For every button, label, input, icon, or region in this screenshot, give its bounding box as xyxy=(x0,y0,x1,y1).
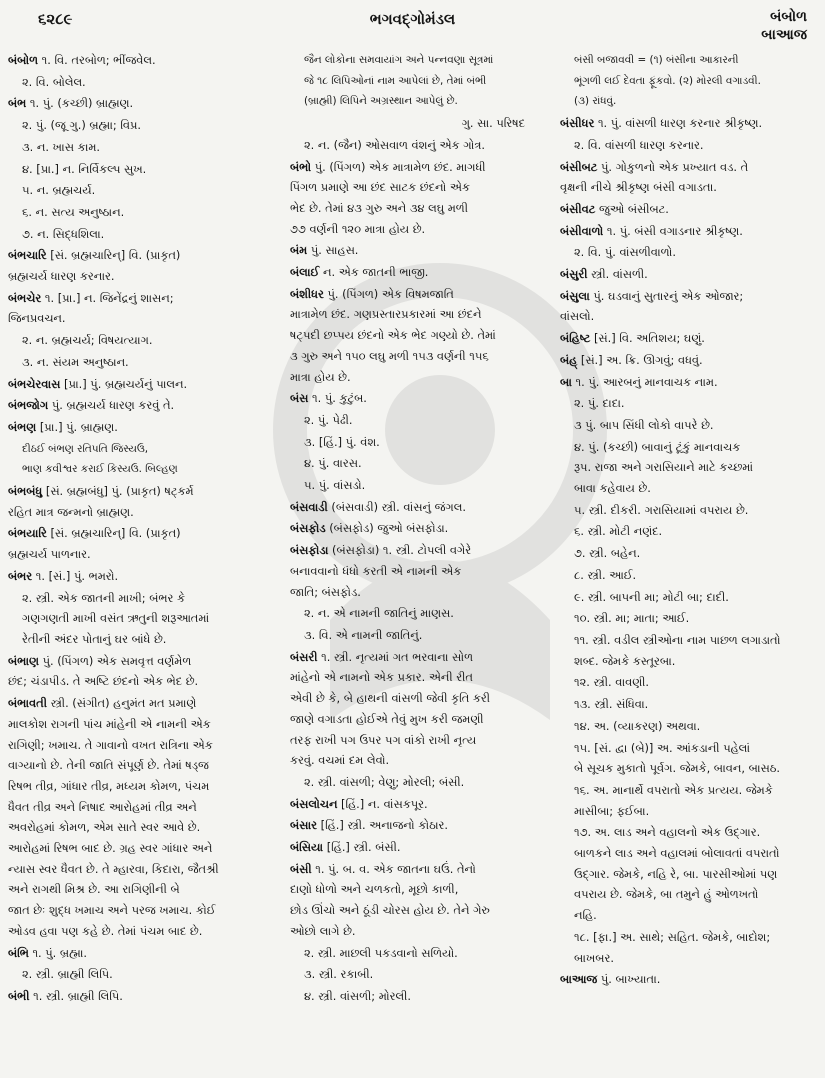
entry-headline: બંભર ૧. [સં.] પું. ભમરો. xyxy=(8,568,119,583)
entry-headline: બંશીધર પું. (પિંગળ) એક વિષમજાતિ xyxy=(290,286,454,301)
entry-headline: ૭. ન. સિદ્ધશિલા. xyxy=(22,226,105,241)
entry-headline: બંસિયા [હિં.] સ્ત્રી. બંસી. xyxy=(290,840,401,855)
entry-headline: ૩. [હિં.] પું. વંશ. xyxy=(304,434,380,449)
dictionary-entry xyxy=(560,372,818,393)
entry-headline: ૧૪. અ. (વ્યાકરણ) અથવા. xyxy=(574,718,701,733)
entry-line: બ્રહ્મચર્ય ધારણ કરનાર. xyxy=(8,269,115,284)
dictionary-entry xyxy=(290,986,545,1007)
dictionary-entry xyxy=(560,135,818,156)
entry-line: છોડ ઊંચો અને ઠૂંડી ચોરસ હોય છે. તેને ગેરુ xyxy=(290,903,490,918)
dictionary-entry xyxy=(290,540,545,602)
dictionary-entry xyxy=(8,50,276,71)
entry-line: બાળકને લાડ અને વહાલમાં બોલાવતાં વપરાતો xyxy=(574,846,780,861)
entry-headline: બંભાવતી સ્ત્રી. (સંગીત) હનુમંત મત પ્રમાણે xyxy=(8,696,197,711)
dictionary-entry xyxy=(8,115,276,136)
entry-line: માલકોશ રાગની પાંચ માંહેની એ નામની એક xyxy=(8,716,211,731)
dictionary-entry xyxy=(290,794,545,815)
entry-headline: બંસાર [હિં.] સ્ત્રી. અનાજનો કોઠાર. xyxy=(290,818,449,833)
entry-line: બનાવવાનો ધંધો કરતી એ નામની એક xyxy=(290,563,462,578)
dictionary-entry xyxy=(290,518,545,539)
entry-line: વૃક્ષની નીચે શ્રીકૃષ્ણ બંસી વગાડતા. xyxy=(560,180,717,195)
entry-line: માસીબા; ફઈબા. xyxy=(574,803,650,818)
entry-headline: બંસી બજાવવી = (૧) બંસીના આકારની xyxy=(574,54,739,66)
dictionary-entry xyxy=(290,453,545,474)
dictionary-entry xyxy=(290,135,545,156)
dictionary-entry xyxy=(290,859,545,942)
dictionary-entry xyxy=(290,943,545,964)
entry-headline: ૩ પું. બાપ સિંધી લોકો વાપરે છે. xyxy=(574,417,714,432)
entry-line: માત્રા હોય છે. xyxy=(290,369,351,384)
entry-headline: ૩. ન. સંયમ અનુષ્ઠાન. xyxy=(22,354,129,369)
entry-line: બાવા કહેવાય છે. xyxy=(574,481,651,496)
guide-word-first: બંબોળ xyxy=(770,9,807,25)
dictionary-entry xyxy=(560,630,818,671)
entry-line: રૂપ. રાજા અને ગરાસિયાને માટે કચ્છમાં xyxy=(574,460,754,475)
entry-headline: ૧૫. [સં. દ્વા (બે)] અ. આંકડાની પહેલાં xyxy=(574,740,751,755)
entry-headline: બંસીબટ પું. ગોકુળનો એક પ્રખ્યાત વડ. તે xyxy=(560,159,749,174)
entry-headline: બંસલોચન [હિં.] ન. વાંસકપૂર. xyxy=(290,796,428,811)
entry-headline: ૬. સ્ત્રી. મોટી નણંદ. xyxy=(574,524,663,539)
entry-headline: ૨. સ્ત્રી. માછલી પકડવાનો સળિયો. xyxy=(304,945,458,960)
entry-headline: ૧૩. સ્ત્રી. સંધિવા. xyxy=(574,697,649,712)
entry-line: (બ્રાહ્મી) લિપિને અગ્રસ્થાન આપેલું છે. xyxy=(304,95,458,108)
entry-line: જાણે વગાડતા હોઈએ તેવું મુખ કરી જમણી xyxy=(290,711,484,726)
dictionary-entry xyxy=(560,521,818,542)
dictionary-entry xyxy=(8,374,276,395)
dictionary-entry xyxy=(8,159,276,180)
entry-line: અને રાગથી મિશ્ર છે. આ રાગિણીની બે xyxy=(8,882,180,897)
entry-headline: બંસફોડ (બંસફોડ) જુઓ બંસફોડા. xyxy=(290,521,449,536)
dictionary-entry xyxy=(8,417,276,438)
entry-line: બે સૂચક મુકાતો પૂર્વગ. જેમકે, બાવન, બાસઠ. xyxy=(574,761,780,776)
entry-line: માંહેનો એ નામનો એક પ્રકાર. એની રીત xyxy=(290,670,473,685)
dictionary-entry xyxy=(8,288,276,329)
entry-headline: ૩. વિ. એ નામની જાતિનું. xyxy=(304,627,423,642)
column-3 xyxy=(560,50,818,1070)
guide-word-last: બાઆજ xyxy=(761,27,807,43)
entry-line: ઉદ્ગાર. જેમકે, નહિ રે, બા. પારસીઓમાં પણ xyxy=(574,866,778,881)
entry-headline: ૫. સ્ત્રી. દીકરી. ગરાસિયામાં વપરાય છે. xyxy=(574,502,749,517)
dictionary-entry xyxy=(8,651,276,692)
entry-headline: ૪. પું. (કચ્છી) બાવાનું ટૂંકું માનવાચક xyxy=(574,439,741,454)
entry-line: બ્રહ્મચર્ય પાળનાર. xyxy=(8,547,91,562)
entry-headline: ૬. ન. સત્ય અનુષ્ઠાન. xyxy=(22,204,125,219)
entry-headline: બંબોળ ૧. વિ. તરબોળ; ભીંજવેલ. xyxy=(8,53,156,67)
entry-line: જે ૧૮ લિપિઓનાં નામ આપેલાં છે, તેમાં બંભી xyxy=(304,74,487,87)
entry-headline: બંભચેર ૧. [પ્રા.] ન. જિનેંદ્રનું શાસન; xyxy=(8,290,174,305)
entry-headline: ૩. ન. ખાસ કામ. xyxy=(22,139,101,154)
entry-headline: ગુ. સા. પરિષદ xyxy=(461,116,525,131)
dictionary-entry xyxy=(560,738,818,779)
dictionary-entry xyxy=(560,242,818,263)
dictionary-entry xyxy=(560,587,818,608)
entry-line: કરવું. વચમાં દમ લેવો. xyxy=(290,753,390,768)
page-header xyxy=(0,0,825,43)
dictionary-entry xyxy=(8,202,276,223)
dictionary-entry xyxy=(290,432,545,453)
column-1 xyxy=(8,50,276,1070)
dictionary-entry xyxy=(560,157,818,198)
dictionary-entry xyxy=(560,969,818,990)
dictionary-entry xyxy=(8,93,276,114)
entry-headline: બંસી ૧. પું. બ. વ. એક જાતના ઘઉં. તેનો xyxy=(290,861,476,876)
entry-headline: ૨. વિ. પું. વાંસળીવાળો. xyxy=(574,245,676,260)
entry-line: ન્યાસ સ્વર ધૈવત છે. તે મ્હારવા, કિદારા, જૈતશ્રી xyxy=(8,861,219,876)
entry-headline: ૨. વિ. વાંસળી ધારણ કરનાર. xyxy=(574,137,704,152)
column-2 xyxy=(290,50,545,1070)
entry-headline: ૨. પું. દાદા. xyxy=(574,396,625,411)
dictionary-entry xyxy=(560,694,818,715)
dictionary-entry xyxy=(560,264,818,285)
dictionary-entry xyxy=(560,565,818,586)
dictionary-entry xyxy=(560,286,818,327)
dictionary-entry xyxy=(560,415,818,436)
dictionary-entry xyxy=(290,625,545,646)
entry-line: ૩ ગુરુ અને ૧૫૦ લઘુ મળી ૧૫૩ વર્ણની ૧૫૬ xyxy=(290,348,489,363)
dictionary-entry xyxy=(290,603,545,624)
entry-headline: ૨. ન. (જૈન) ઓસવાળ વંશનું એક ગોત્ર. xyxy=(304,137,485,152)
entry-line: રિષભ તીવ્ર, ગાંધાર તીવ્ર, મધ્યમ કોમળ, પંચમ xyxy=(8,778,210,793)
dictionary-entry xyxy=(290,475,545,496)
entry-headline: બા ૧. પું. આરબનું માનવાચક નામ. xyxy=(560,374,718,389)
entry-headline: ૧૭. અ. લાડ અને વહાલનો એક ઉદ્ગાર. xyxy=(574,825,761,840)
entry-line: ૭૭ વર્ણની ૧૨૦ માત્રા હોય છે. xyxy=(290,221,426,236)
guide-words xyxy=(761,8,807,44)
dictionary-entry xyxy=(560,927,818,968)
dictionary-entry xyxy=(290,410,545,431)
entry-headline: ૩. સ્ત્રી. રકાબી. xyxy=(304,967,374,982)
dictionary-entry xyxy=(8,588,276,650)
dictionary-entry xyxy=(560,437,818,499)
entry-headline: ૧૮. [ફા.] અ. સાથે; સહિત. જેમકે, બાદોશ; xyxy=(574,929,771,944)
entry-headline: બંસીવટ જુઓ બંસીબટ. xyxy=(560,201,669,216)
dictionary-entry xyxy=(290,50,545,112)
dictionary-entry xyxy=(290,240,545,261)
entry-headline: ૨. સ્ત્રી. વાંસળી; વેણુ; મોરલી; બંસી. xyxy=(304,774,465,789)
entry-headline: ૮. સ્ત્રી. આઈ. xyxy=(574,567,637,582)
entry-headline: ૨. સ્ત્રી. એક જાતની માખી; બંભર કે xyxy=(22,590,186,605)
dictionary-entry xyxy=(560,608,818,629)
entry-headline: ૪. પું. વારસ. xyxy=(304,456,362,471)
entry-headline: બંભજોગ પું. બ્રહ્મચર્ય ધારણ કરવું તે. xyxy=(8,398,175,413)
entry-headline: બંસ ૧. પું. કુટુંબ. xyxy=(290,391,367,406)
dictionary-entry xyxy=(560,780,818,821)
entry-headline: બંભણ [પ્રા.] પું. બ્રાહ્મણ. xyxy=(8,419,118,434)
entry-line: ષટ્પદી છપ્પય છંદનો એક ભેદ ગણ્યો છે. તેમાં xyxy=(290,328,496,343)
dictionary-entry xyxy=(290,815,545,836)
entry-headline: બંસફોડા (બંસફોડા) ૧. સ્ત્રી. ટોપલી વગેરે xyxy=(290,543,472,558)
entry-line: વપરાય છે. જેમકે, બા તમુને હું ઓળખતો xyxy=(574,887,759,902)
entry-line: જાત છેઃ શુદ્ધ ખમાચ અને પરજ ખમાચ. કોઈ xyxy=(8,903,216,918)
entry-line: ગણગણતી માખી વસંત ઋતુની શરૂઆતમાં xyxy=(22,611,210,626)
entry-line: વાંસલો. xyxy=(560,309,595,324)
entry-headline: બંસવાડી (બંસવાડી) સ્ત્રી. વાંસનું જંગલ. xyxy=(290,499,466,514)
dictionary-entry xyxy=(8,330,276,351)
entry-headline: બંભચારિ [સં. બ્રહ્મચારિન્] વિ. (પ્રાકૃત) xyxy=(8,248,181,263)
dictionary-entry xyxy=(290,113,545,134)
dictionary-entry xyxy=(8,986,276,1007)
dictionary-entry xyxy=(560,113,818,134)
dictionary-entry xyxy=(560,393,818,414)
dictionary-entry xyxy=(560,221,818,242)
running-title: ભગવદ્ગોમંડલ xyxy=(369,10,456,28)
entry-headline: બંસુરી સ્ત્રી. વાંસળી. xyxy=(560,267,648,282)
dictionary-entry xyxy=(8,566,276,587)
dictionary-entry xyxy=(290,388,545,409)
entry-headline: બંભયારિ [સં. બ્રહ્મચારિન્] વિ. (પ્રાકૃત) xyxy=(8,526,181,541)
entry-line: રેતીની અંદર પોતાનું ઘર બાંધે છે. xyxy=(22,631,167,646)
dictionary-entry xyxy=(560,350,818,371)
entry-line: ભૂંગળી લઈ દેવતા ફૂંકવો. (૨) મોરલી વગાડવી. xyxy=(574,74,761,87)
entry-headline: ૨. સ્ત્રી. બ્રાહ્મી લિપિ. xyxy=(22,967,113,982)
entry-headline: ૪. [પ્રા.] ન. નિર્વિકલ્પ સુખ. xyxy=(22,161,147,176)
dictionary-entry xyxy=(8,395,276,416)
dictionary-entry xyxy=(290,772,545,793)
entry-headline: ૨. ન. એ નામની જાતિનું માણસ. xyxy=(304,606,454,621)
entry-headline: બંલાઈ ન. એક જાતની ભાજી. xyxy=(290,265,429,280)
entry-line: શબ્દ. જેમકે કસ્તૂરબા. xyxy=(574,653,676,668)
entry-headline: ૧૦. સ્ત્રી. મા; માતા; આઈ. xyxy=(574,611,690,626)
entry-headline: જૈન લોકોના સમવાયાંગ અને પન્નવણા સૂત્રમાં xyxy=(304,54,494,66)
entry-line: ઓછો લાગે છે. xyxy=(290,923,356,938)
entry-headline: બંહિષ્ટ [સં.] વિ. અતિશય; ઘણું. xyxy=(560,331,705,346)
entry-line: (૩) રાંધવું. xyxy=(574,95,617,108)
entry-headline: ૧૬. અ. માનાર્થે વપરાતો એક પ્રત્યય. જેમકે xyxy=(574,782,773,797)
dictionary-entry xyxy=(290,262,545,283)
dictionary-entry xyxy=(560,672,818,693)
dictionary-entry xyxy=(8,72,276,93)
entry-headline: ૧૨. સ્ત્રી. વાવણી. xyxy=(574,675,650,690)
entry-line: જિનપ્રવચન. xyxy=(8,311,66,326)
dictionary-entry xyxy=(290,964,545,985)
entry-line: દાણો ધોળો અને ચળકતો, મૂછો કાળી, xyxy=(290,882,459,897)
entry-line: આરોહમાં રિષભ બાદ છે. ગ્રહ સ્વર ગાંધાર અને xyxy=(8,841,213,856)
entry-headline: ૨. પું. પેઢી. xyxy=(304,412,353,427)
entry-headline: ૫. પું. વાંસડો. xyxy=(304,478,366,493)
dictionary-entry xyxy=(560,543,818,564)
entry-headline: ૪. સ્ત્રી. વાંસળી; મોરલી. xyxy=(304,988,412,1003)
dictionary-entry xyxy=(8,180,276,201)
entry-headline: બંભબંધુ [સં. બ્રહ્મબંધુ] પું. (પ્રાકૃત) ષટ્કર્મ xyxy=(8,484,194,499)
dictionary-entry xyxy=(560,716,818,737)
entry-headline: બંમ પું. સાહસ. xyxy=(290,243,359,258)
entry-line: રાગિણી; ખમાચ. તે ગાવાનો વખત રાત્રિના એક xyxy=(8,737,213,752)
entry-headline: બંભચેરવાસ [પ્રા.] પું. બ્રહ્મચર્યનું પાલન. xyxy=(8,376,188,391)
entry-line: ભેદ છે. તેમાં ૪૩ ગુરુ અને ૩૪ લઘુ મળી xyxy=(290,200,468,215)
entry-headline: બંભાણ પું. (પિંગળ) એક સમવૃત્ત વર્ણમેળ xyxy=(8,653,192,668)
entry-headline: બંસીવાળો ૧. પું. બંસી વગાડનાર શ્રીકૃષ્ણ. xyxy=(560,223,743,238)
dictionary-entry xyxy=(8,137,276,158)
entry-headline: ૧૧. સ્ત્રી. વડીલ સ્ત્રીઓના નામ પાછળ લગાડાતો xyxy=(574,632,781,647)
entry-line: માત્રામેળ છંદ. ગણપ્રસ્તારપ્રકારમાં આ છંદને xyxy=(290,307,482,322)
entry-headline: બંસીધર ૧. પું. વાંસળી ધારણ કરનાર શ્રીકૃષ્ણ. xyxy=(560,116,763,131)
entry-headline: બંભિ ૧. પું. બ્રહ્મા. xyxy=(8,945,88,960)
entry-headline: ૨. વિ. બોલેલ. xyxy=(22,74,86,89)
dictionary-entry xyxy=(560,500,818,521)
entry-line: ઓડવ હવા પણ કહે છે. તેમાં પંચમ બાદ છે. xyxy=(8,923,203,938)
entry-headline: બાઆજ પું. બાખ્યાતા. xyxy=(560,972,661,987)
page-number: ૬૨૮૯ xyxy=(38,10,73,28)
dictionary-entry xyxy=(560,199,818,220)
dictionary-entry xyxy=(8,523,276,564)
entry-line: છંદ; ચંડાપીડ. તે અષ્ટિ છંદનો એક ભેદ છે. xyxy=(8,674,199,689)
entry-line: ધૈવત તીવ્ર અને નિષાદ આરોહમાં તીવ્ર અને xyxy=(8,799,197,814)
entry-headline: ૨. ન. બ્રહ્મચર્ય; વિષયત્યાગ. xyxy=(22,333,153,348)
entry-line: પિંગળ પ્રમાણે આ છંદ સાટક છંદનો એક xyxy=(290,180,470,195)
entry-headline: બંભો પું. (પિંગળ) એક માત્રામેળ છંદ. માગધી xyxy=(290,159,486,174)
entry-line: તરફ રાખી પગ ઉપર પગ વાંકો રાખી નૃત્ય xyxy=(290,732,477,747)
dictionary-entry xyxy=(8,352,276,373)
entry-headline: બંસરી ૧. સ્ત્રી. નૃત્યમાં ગત ભરવાના સોળ xyxy=(290,649,473,664)
entry-headline: બંભ ૧. પું. (કચ્છી) બ્રાહ્મણ. xyxy=(8,96,134,111)
entry-headline: દીઠઈ બંભણ રતિપતિ જિસ્યઉ, xyxy=(22,442,149,455)
dictionary-entry xyxy=(560,50,818,112)
dictionary-entry xyxy=(8,693,276,941)
entry-line: બાખબર. xyxy=(574,950,614,965)
entry-line: ભાણ કવીશ્વર કરાઈ કિસ્યઉ. બિલ્હણ xyxy=(22,463,178,476)
dictionary-entry xyxy=(560,328,818,349)
dictionary-entry xyxy=(290,497,545,518)
dictionary-entry xyxy=(8,439,276,480)
entry-headline: બંહ્ [સં.] અ. ક્રિ. ઊગવું; વધવું. xyxy=(560,352,703,367)
dictionary-entry xyxy=(8,943,276,964)
entry-headline: ૭. સ્ત્રી. બહેન. xyxy=(574,546,641,561)
dictionary-entry xyxy=(8,481,276,522)
dictionary-entry xyxy=(290,157,545,240)
entry-line: નહિ. xyxy=(574,908,597,923)
dictionary-entry xyxy=(290,284,545,388)
dictionary-entry xyxy=(290,647,545,771)
entry-line: રહિત માત્ર જન્મનો બ્રાહ્મણ. xyxy=(8,504,134,519)
dictionary-entry xyxy=(8,224,276,245)
dictionary-entry xyxy=(8,964,276,985)
entry-line: અવરોહમાં કોમળ, એમ સાતે સ્વર આવે છે. xyxy=(8,820,201,835)
dictionary-entry xyxy=(8,245,276,286)
entry-line: વાગ્યાનો છે. તેની જાતિ સંપૂર્ણ છે. તેમાં ષડ્જ xyxy=(8,758,209,773)
dictionary-entry xyxy=(290,837,545,858)
entry-headline: ૯. સ્ત્રી. બાપની મા; મોટી બા; દાદી. xyxy=(574,589,729,604)
dictionary-entry xyxy=(560,822,818,926)
entry-headline: બંસુલા પું. ઘડવાનું સુતારનું એક ઓજાર; xyxy=(560,288,744,303)
entry-line: જાતિ; બંસફોડ. xyxy=(290,584,361,599)
entry-headline: ૫. ન. બ્રહ્મચર્ય. xyxy=(22,183,96,198)
entry-line: એવી છે કે, બે હાથની વાંસળી જેવી કૃતિ કરી xyxy=(290,691,491,706)
entry-headline: બંભી ૧. સ્ત્રી. બ્રાહ્મી લિપિ. xyxy=(8,988,123,1003)
entry-headline: ૨. પું. (જૂ ગુ.) બ્રહ્મા; વિપ્ર. xyxy=(22,118,142,133)
